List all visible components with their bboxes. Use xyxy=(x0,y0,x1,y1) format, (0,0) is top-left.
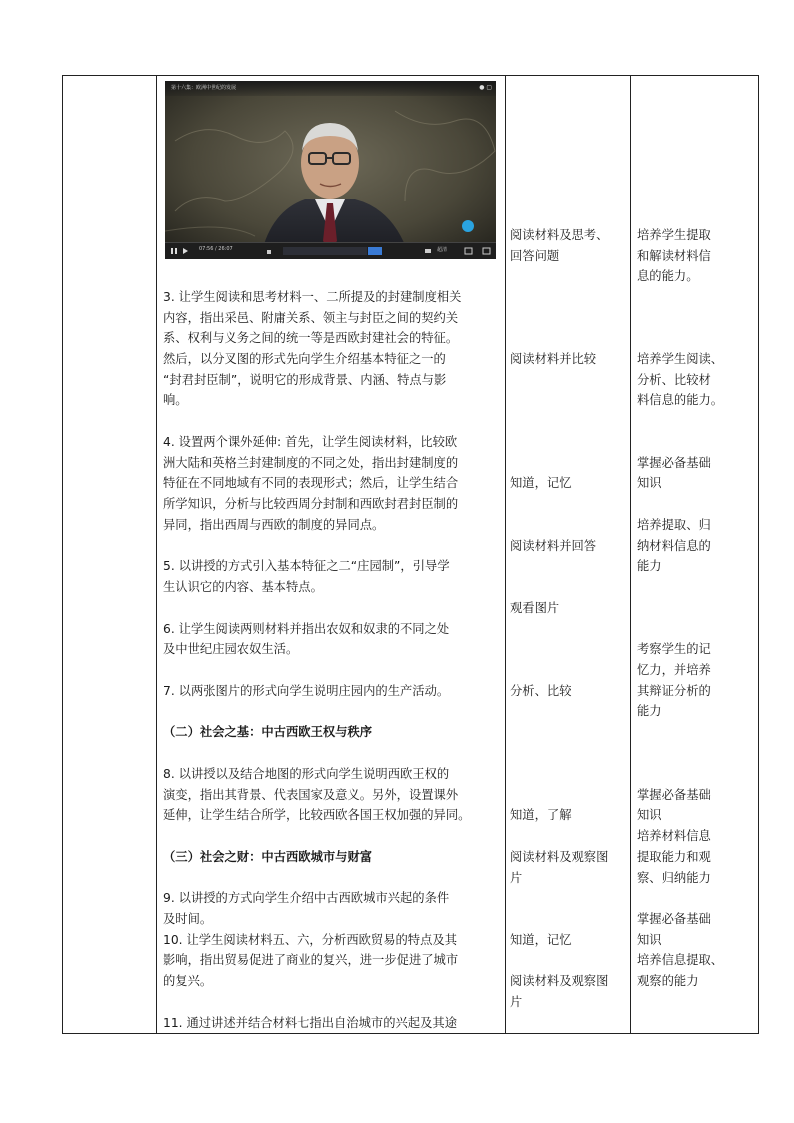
procedure-line: 及中世纪庄园农奴生活。 xyxy=(163,642,299,656)
video-menu-icon[interactable]: ● ▢ xyxy=(479,84,492,91)
intent-line: 掌握必备基础 xyxy=(637,912,711,926)
intent-line: 分析、比较材 xyxy=(637,373,711,387)
intent-line: 培养材料信息 xyxy=(637,829,711,843)
procedure-line: 9. 以讲授的方式向学生介绍中古西欧城市兴起的条件 xyxy=(163,891,450,905)
intent-line: 考察学生的记 xyxy=(637,642,711,656)
intent-line: 知识 xyxy=(637,808,662,822)
column-divider xyxy=(505,75,506,1034)
activity-line: 片 xyxy=(510,995,523,1009)
video-screenshot xyxy=(165,81,496,259)
procedure-line: 特征在不同地域有不同的表现形式；然后，让学生结合 xyxy=(163,476,459,490)
procedure-line: 洲大陆和英格兰封建制度的不同之处，指出封建制度的 xyxy=(163,456,459,470)
activity-line: 观看图片 xyxy=(510,601,560,615)
video-title: 第十六集：欧洲中世纪的发展 xyxy=(171,85,237,91)
intent-line: 培养提取、归 xyxy=(637,518,711,532)
intent-line: 知识 xyxy=(637,933,662,947)
activity-line: 知道，记忆 xyxy=(510,933,572,947)
procedure-line: 响。 xyxy=(163,393,188,407)
intent-line: 料信息的能力。 xyxy=(637,393,724,407)
procedure-line: 11. 通过讲述并结合材料七指出自治城市的兴起及其途 xyxy=(163,1016,457,1030)
intent-line: 息的能力。 xyxy=(637,269,699,283)
procedure-line: “封君封臣制”，说明它的形成背景、内涵、特点与影 xyxy=(163,373,447,387)
activity-line: 片 xyxy=(510,871,523,885)
next-icon[interactable] xyxy=(183,248,188,254)
intent-line: 能力 xyxy=(637,704,662,718)
procedure-line: 5. 以讲授的方式引入基本特征之二“庄园制”，引导学 xyxy=(163,559,450,573)
intent-line: 纳材料信息的 xyxy=(637,539,711,553)
procedure-line: 然后，以分叉图的形式先向学生介绍基本特征之一的 xyxy=(163,352,446,366)
video-time: 07:56 / 26:07 xyxy=(199,246,233,252)
procedure-line: 6. 让学生阅读两则材料并指出农奴和奴隶的不同之处 xyxy=(163,622,450,636)
activity-line: 阅读材料及观察图 xyxy=(510,974,609,988)
fullscreen-icon[interactable] xyxy=(465,248,472,254)
column-divider xyxy=(630,75,631,1034)
intent-line: 知识 xyxy=(637,476,662,490)
video-top-bar xyxy=(165,81,496,96)
intent-line: 其辩证分析的 xyxy=(637,684,711,698)
procedure-line: 生认识它的内容、基本特点。 xyxy=(163,580,323,594)
activity-line: 阅读材料并比较 xyxy=(510,352,597,366)
intent-line: 掌握必备基础 xyxy=(637,788,711,802)
intent-line: 培养信息提取、 xyxy=(637,953,724,967)
intent-line: 掌握必备基础 xyxy=(637,456,711,470)
procedure-line: 影响，指出贸易促进了商业的复兴，进一步促进了城市 xyxy=(163,953,459,967)
video-control-bar xyxy=(165,242,496,259)
intent-line: 察、归纳能力 xyxy=(637,871,711,885)
procedure-line: 4. 设置两个课外延伸: 首先，让学生阅读材料，比较欧 xyxy=(163,435,458,449)
column-divider xyxy=(156,75,157,1034)
intent-line: 忆力，并培养 xyxy=(637,663,711,677)
pause-icon-bar xyxy=(175,248,177,254)
activity-line: 知道，记忆 xyxy=(510,476,572,490)
video-progress-knob[interactable] xyxy=(462,220,474,232)
section-heading: （二）社会之基：中古西欧王权与秩序 xyxy=(163,725,373,739)
intent-line: 提取能力和观 xyxy=(637,850,711,864)
procedure-line: 7. 以两张图片的形式向学生说明庄园内的生产活动。 xyxy=(163,684,450,698)
activity-line: 阅读材料及观察图 xyxy=(510,850,609,864)
procedure-line: 系、权利与义务之间的统一等是西欧封建社会的特征。 xyxy=(163,331,459,345)
procedure-line: 的复兴。 xyxy=(163,974,213,988)
video-scene xyxy=(165,81,496,259)
activity-line: 知道，了解 xyxy=(510,808,572,822)
activity-line: 阅读材料并回答 xyxy=(510,539,597,553)
activity-line: 回答问题 xyxy=(510,249,560,263)
section-heading: （三）社会之财：中古西欧城市与财富 xyxy=(163,850,373,864)
activity-line: 分析、比较 xyxy=(510,684,572,698)
activity-line: 阅读材料及思考、 xyxy=(510,228,609,242)
intent-line: 能力 xyxy=(637,559,662,573)
procedure-line: 延伸，让学生结合所学，比较西欧各国王权加强的异同。 xyxy=(163,808,471,822)
intent-line: 观察的能力 xyxy=(637,974,699,988)
procedure-line: 及时间。 xyxy=(163,912,213,926)
intent-line: 培养学生阅读、 xyxy=(637,352,724,366)
procedure-line: 8. 以讲授以及结合地图的形式向学生说明西欧王权的 xyxy=(163,767,450,781)
procedure-line: 异同，指出西周与西欧的制度的异同点。 xyxy=(163,518,385,532)
procedure-line: 10. 让学生阅读材料五、六，分析西欧贸易的特点及其 xyxy=(163,933,457,947)
send-button[interactable] xyxy=(368,247,382,255)
procedure-line: 3. 让学生阅读和思考材料一、二所提及的封建制度相关 xyxy=(163,290,462,304)
pause-icon[interactable] xyxy=(171,248,173,254)
intent-line: 培养学生提取 xyxy=(637,228,711,242)
volume-icon[interactable] xyxy=(267,250,271,254)
settings-icon[interactable] xyxy=(425,249,431,253)
procedure-line: 内容，指出采邑、附庸关系、领主与封臣之间的契约关 xyxy=(163,311,459,325)
widescreen-icon[interactable] xyxy=(483,248,490,254)
video-quality[interactable]: 超清 xyxy=(437,247,448,253)
procedure-line: 演变，指出其背景、代表国家及意义。另外，设置课外 xyxy=(163,788,459,802)
intent-line: 和解读材料信 xyxy=(637,249,711,263)
procedure-line: 所学知识，分析与比较西周分封制和西欧封君封臣制的 xyxy=(163,497,459,511)
danmaku-input[interactable] xyxy=(283,247,367,255)
